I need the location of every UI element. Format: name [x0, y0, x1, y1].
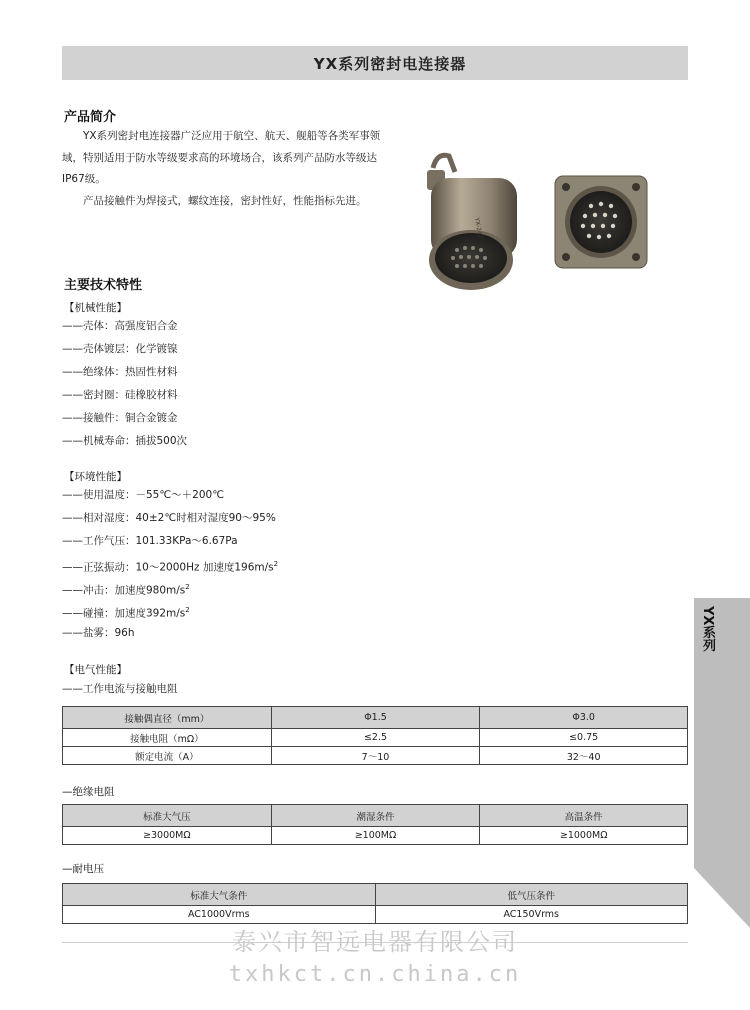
- list-item: ——使用温度：－55℃～＋200℃: [62, 489, 224, 501]
- list-item: ——相对湿度：40±2℃时相对湿度90～95%: [62, 512, 276, 524]
- intro-text: [62, 126, 392, 212]
- insulation-caption: —绝缘电阻: [62, 786, 115, 798]
- table-cell: 标准大气条件: [63, 884, 376, 906]
- side-tab-label: YX系列: [700, 606, 715, 652]
- intro-heading: 产品简介: [64, 110, 117, 125]
- receptacle-connector-image: [555, 176, 647, 268]
- list-item: ——接触件：铜合金镀金: [62, 412, 178, 424]
- table-cell: 32～40: [480, 747, 688, 765]
- plug-connector-image: [427, 155, 517, 290]
- table-cell: 接触电阻（mΩ）: [63, 729, 272, 747]
- svg-text:YX-24Z: YX-24Z: [473, 217, 484, 240]
- environment-list: [62, 484, 278, 645]
- specs-heading: 主要技术特性: [64, 278, 143, 293]
- list-item: ——壳体：高强度铝合金: [62, 320, 178, 332]
- table-cell: 低气压条件: [375, 884, 688, 906]
- watermark-url: txhkct.cn.china.cn: [228, 962, 522, 987]
- table-cell: ≥3000MΩ: [63, 827, 272, 845]
- voltage-caption: —耐电压: [62, 863, 104, 875]
- table-row: [63, 906, 688, 924]
- list-item: ——正弦振动：10～2000Hz 加速度$196m/s^2$: [62, 560, 279, 574]
- table-row: [63, 747, 688, 765]
- list-item: ——盐雾：96h: [62, 627, 135, 639]
- electrical-sub: [62, 678, 178, 701]
- list-item: ——碰撞：加速度$392m/s^2$: [62, 606, 190, 620]
- list-item: ——壳体镀层：化学镀镍: [62, 343, 178, 355]
- table-cell: Φ1.5: [271, 707, 480, 729]
- list-item: ——绝缘体：热固性材料: [62, 366, 178, 378]
- list-item: ——冲击：加速度$980m/s^2$: [62, 583, 190, 597]
- table-cell: 潮湿条件: [271, 805, 480, 827]
- voltage-table: [62, 883, 688, 924]
- current-resistance-caption: ——工作电流与接触电阻: [62, 683, 178, 695]
- table-row: [63, 729, 688, 747]
- mechanical-list: [62, 315, 187, 453]
- table-cell: Φ3.0: [480, 707, 688, 729]
- environment-label: 【环境性能】: [64, 471, 127, 483]
- table-cell: 额定电流（A）: [63, 747, 272, 765]
- list-item: ——机械寿命：插拔500次: [62, 435, 188, 447]
- intro-paragraph-2: 产品接触件为焊接式，螺纹连接，密封性好，性能指标先进。: [83, 194, 367, 207]
- table-cell: ≥100MΩ: [271, 827, 480, 845]
- table-cell: ≤0.75: [480, 729, 688, 747]
- table-cell: 接触偶直径（mm）: [63, 707, 272, 729]
- table-cell: 标准大气压: [63, 805, 272, 827]
- watermark-company: 泰兴市智远电器有限公司: [232, 928, 518, 956]
- table-cell: AC150Vrms: [375, 906, 688, 924]
- table-cell: 高温条件: [480, 805, 688, 827]
- table-cell: ≥1000MΩ: [480, 827, 688, 845]
- table-cell: AC1000Vrms: [63, 906, 376, 924]
- connector-photos: [415, 148, 695, 298]
- list-item: ——工作气压：101.33KPa～6.67Pa: [62, 535, 238, 547]
- intro-paragraph-1: YX系列密封电连接器广泛应用于航空、航天、舰船等各类军事领域，特别适用于防水等级要求高的环境场合，该系列产品防水等级达IP67级。: [62, 130, 381, 185]
- page-title: YX系列密封电连接器: [313, 54, 467, 73]
- list-item: ——密封圈：硅橡胶材料: [62, 389, 178, 401]
- electrical-label: 【电气性能】: [64, 664, 127, 676]
- mechanical-label: 【机械性能】: [64, 302, 127, 314]
- table-cell: ≤2.5: [271, 729, 480, 747]
- insulation-table: [62, 804, 688, 845]
- contact-table: [62, 706, 688, 765]
- table-row: [63, 827, 688, 845]
- table-row: [63, 884, 688, 906]
- title-bar: [62, 46, 688, 80]
- table-row: [63, 707, 688, 729]
- table-row: [63, 805, 688, 827]
- table-cell: 7～10: [271, 747, 480, 765]
